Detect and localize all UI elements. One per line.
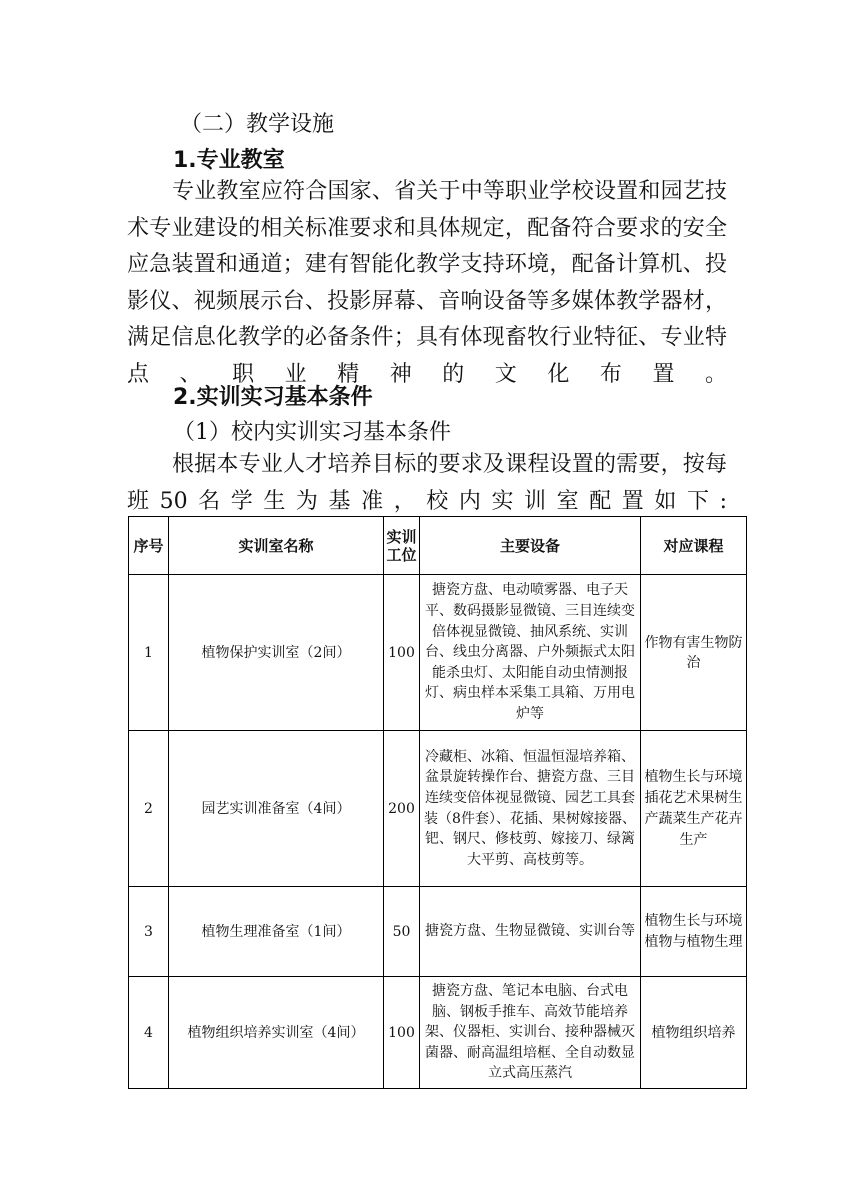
section-title: （二）教学设施 [180, 112, 335, 137]
row-name: 植物保护实训室（2间） [169, 575, 384, 731]
row-equipment: 搪瓷方盘、电动喷雾器、电子天平、数码摄影显微镜、三目连续变倍体视显微镜、抽风系统、实训台、线虫分离器、户外频振式太阳能杀虫灯、太阳能自动虫情测报灯、病虫样本采集工具箱、万用电炉等 [420, 575, 641, 731]
row-equipment: 搪瓷方盘、生物显微镜、实训台等 [420, 887, 641, 977]
row-no: 3 [129, 887, 169, 977]
header-no: 序号 [129, 517, 169, 575]
row-course: 植物组织培养 [641, 977, 747, 1089]
header-equipment: 主要设备 [420, 517, 641, 575]
training-room-table [128, 516, 747, 1089]
row-stations: 200 [384, 731, 420, 887]
table-row [129, 575, 747, 731]
table-row [129, 887, 747, 977]
row-stations: 100 [384, 575, 420, 731]
subsubsection-heading: （1）校内实训实习基本条件 [173, 420, 451, 445]
header-name: 实训室名称 [169, 517, 384, 575]
row-stations: 50 [384, 887, 420, 977]
header-course: 对应课程 [641, 517, 747, 575]
row-course: 植物生长与环境插花艺术果树生产蔬菜生产花卉生产 [641, 731, 747, 887]
row-no: 4 [129, 977, 169, 1089]
row-name: 园艺实训准备室（4间） [169, 731, 384, 887]
table-row [129, 977, 747, 1089]
training-intro-paragraph: 根据本专业人才培养目标的要求及课程设置的需要，按每班50名学生为基准，校内实训室配置如下: [127, 452, 727, 514]
row-equipment: 冷藏柜、冰箱、恒温恒湿培养箱、盆景旋转操作台、搪瓷方盘、三目连续变倍体视显微镜、园艺工具套装（8件套）、花插、果树嫁接器、钯、钢尺、修枝剪、嫁接刀、绿篱大平剪、高枝剪等。 [420, 731, 641, 887]
table-row [129, 731, 747, 887]
row-name: 植物组织培养实训室（4间） [169, 977, 384, 1089]
row-equipment: 搪瓷方盘、笔记本电脑、台式电脑、钢板手推车、高效节能培养架、仪器柜、实训台、接种器械灭菌器、耐高温组培框、全自动数显立式高压蒸汽 [420, 977, 641, 1089]
row-name: 植物生理准备室（1间） [169, 887, 384, 977]
row-no: 2 [129, 731, 169, 887]
table-header-row [129, 517, 747, 575]
subsection-heading-training: 2.实训实习基本条件 [173, 385, 373, 410]
row-stations: 100 [384, 977, 420, 1089]
row-course: 作物有害生物防治 [641, 575, 747, 731]
header-stations: 实训工位 [384, 517, 420, 575]
row-course: 植物生长与环境植物与植物生理 [641, 887, 747, 977]
classroom-paragraph: 专业教室应符合国家、省关于中等职业学校设置和园艺技术专业建设的相关标准要求和具体规定，配备符合要求的安全应急装置和通道；建有智能化教学支持环境，配备计算机、投影仪、视频展示台、投影屏幕、音响设备等多媒体教学器材，满足信息化教学的必备条件；具有体现畜牧行业特征、专业特点、职业精神的文化布置。 [127, 179, 727, 387]
subsection-heading-classroom: 1.专业教室 [173, 148, 285, 173]
row-no: 1 [129, 575, 169, 731]
